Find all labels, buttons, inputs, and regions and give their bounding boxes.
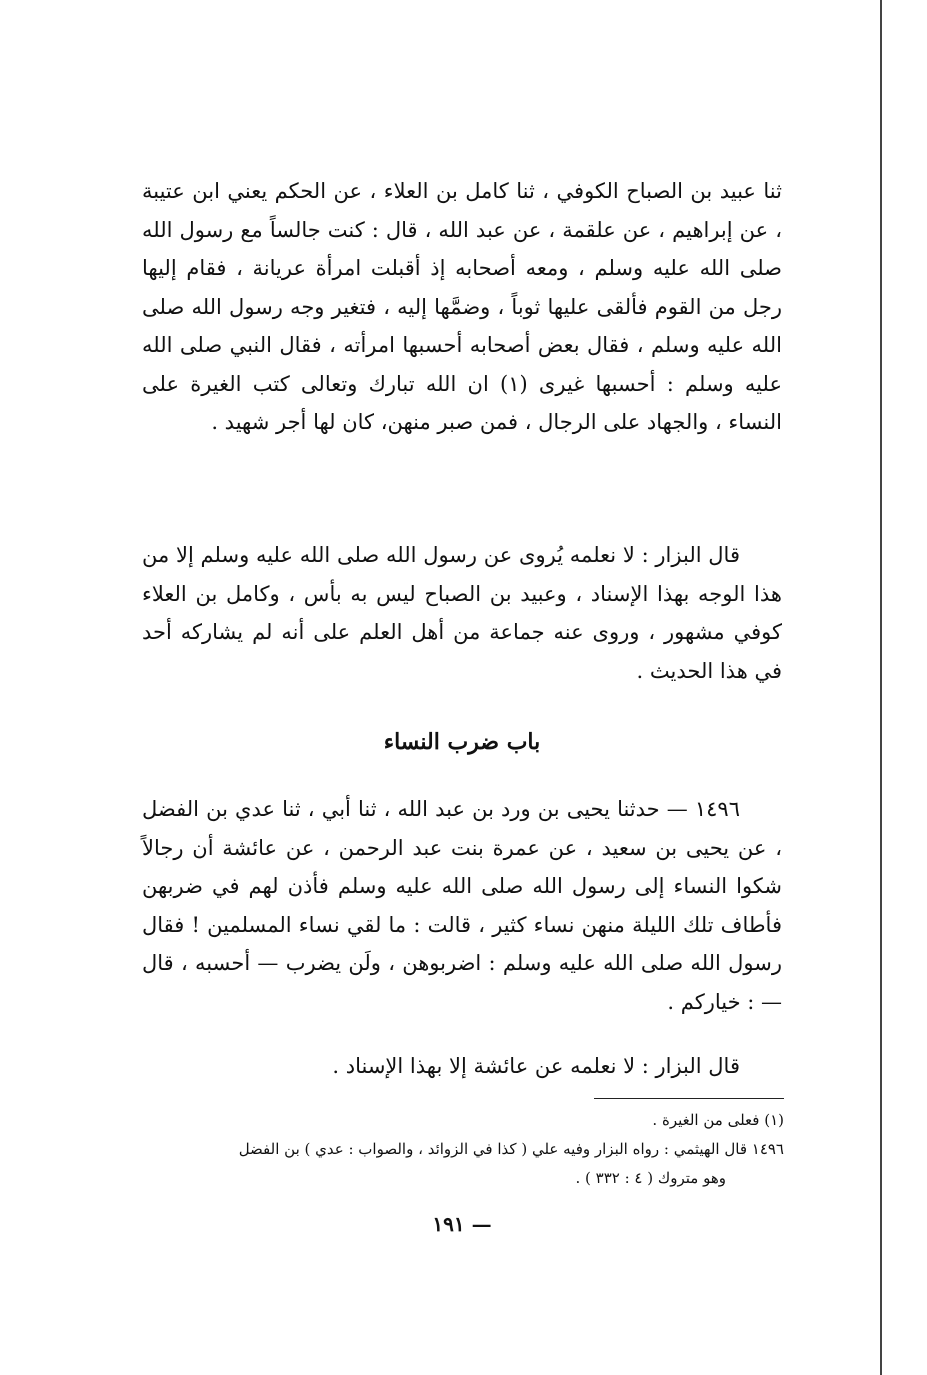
hadith-paragraph-1	[142, 172, 782, 442]
bazzar-comment-1	[142, 536, 782, 690]
hadith-paragraph-1496	[142, 790, 782, 1021]
footnote-1: (١) فعلى من الغيرة .	[652, 1111, 784, 1129]
page-number: — ١٩١	[432, 1212, 492, 1236]
footnote-1496: ١٤٩٦ قال الهيثمي : رواه البزار وفيه علي ( كذا في الزوائد ، والصواب : عدي ) بن الفضل	[238, 1140, 784, 1158]
footnotes	[142, 1106, 784, 1193]
chapter-heading: باب ضرب النساء	[383, 729, 541, 755]
paragraph-text: ١٤٩٦ — حدثنا يحيى بن ورد بن عبد الله ، ثنا أبي ، ثنا عدي بن الفضل ، عن يحيى بن سعيد ، عن عمرة بنت عبد الرحمن ، عن عائشة أن رجالاً شكوا النساء إلى رسول الله صلى الله عليه وسلم فأذن لهم في ضربهن فأطاف تلك الليلة منهن نساء كثير ، قالت : ما لقي نساء المسلمين ! فقال رسول الله صلى الله عليه وسلم : اضربوهن ، ولَن يضرب — أحسبه ، قال — : خياركم .	[142, 797, 782, 1014]
binding-edge-line	[880, 0, 882, 1375]
paragraph-text: قال البزار : لا نعلمه عن عائشة إلا بهذا الإسناد .	[332, 1054, 740, 1078]
bazzar-comment-2	[142, 1047, 782, 1086]
footnote-1496-continuation: وهو متروك ( ٤ : ٣٣٢ ) .	[575, 1169, 726, 1187]
paragraph-text: قال البزار : لا نعلمه يُروى عن رسول الله صلى الله عليه وسلم إلا من هذا الوجه بهذا الإسناد ، وعبيد بن الصباح ليس به بأس ، وكامل بن العلاء كوفي مشهور ، وروى عنه جماعة من أهل العلم على أنه لم يشاركه أحد في هذا الحديث .	[142, 543, 782, 683]
footnote-separator	[594, 1098, 784, 1099]
paragraph-text: ثنا عبيد بن الصباح الكوفي ، ثنا كامل بن العلاء ، عن الحكم يعني ابن عتيبة ، عن إبراهيم ، عن علقمة ، عن عبد الله ، قال : كنت جالساً مع رسول الله صلى الله عليه وسلم ، ومعه أصحابه إذ أقبلت امرأة عريانة ، فقام إليها رجل من القوم فألقى عليها ثوباً ، وضمَّها إليه ، فتغير وجه رسول الله صلى الله عليه وسلم ، فقال بعض أصحابه أحسبها امرأته ، فقال النبي صلى الله عليه وسلم : أحسبها غيرى (١) ان الله تبارك وتعالى كتب الغيرة على النساء ، والجهاد على الرجال ، فمن صبر منهن، كان لها أجر شهيد .	[142, 179, 782, 434]
